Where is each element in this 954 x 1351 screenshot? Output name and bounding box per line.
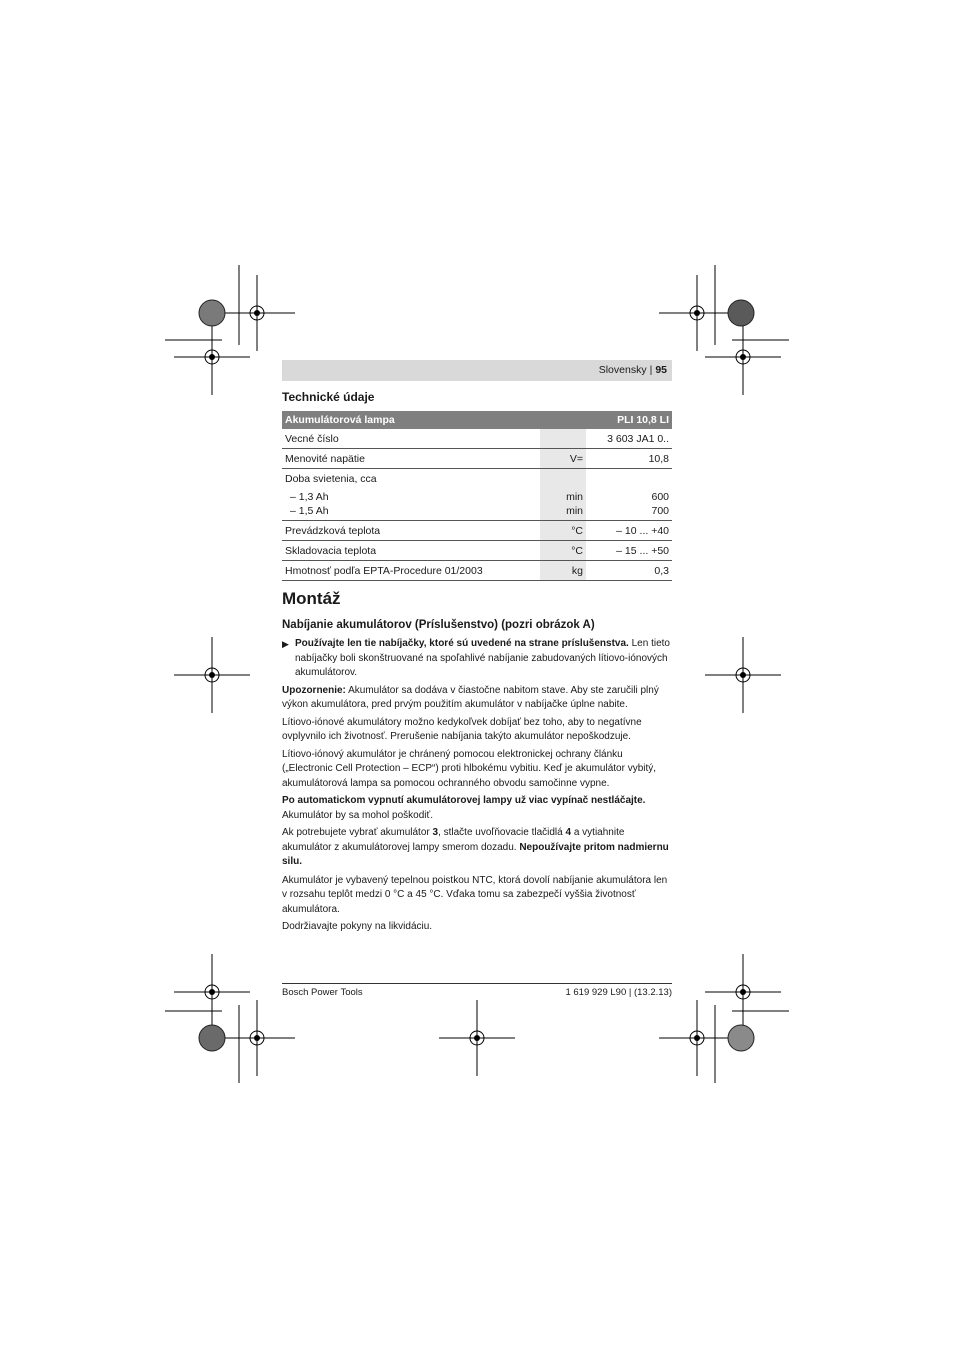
ntc-paragraph: Akumulátor je vybavený tepelnou poistkou NTC, ktorá dovolí nabíjanie akumulátora len v rozsahu teplôt medzi 0 °C a 45 °C. Vďaka tomu sa zabezpečí vyššia životnosť akumulátora. — [282, 874, 668, 915]
registration-target-icon — [705, 319, 781, 395]
remove-text-b: , stlačte uvoľňovacie tlačidlá — [438, 827, 566, 838]
spec-value: – 15 ... +50 — [586, 541, 672, 561]
section-subtitle: Nabíjanie akumulátorov (Príslušenstvo) (pozri obrázok A) — [282, 619, 595, 631]
spec-label: Prevádzková teplota — [282, 521, 540, 541]
spec-label: Hmotnosť podľa EPTA-Procedure 01/2003 — [282, 561, 540, 581]
disposal-paragraph: Dodržiavajte pokyny na likvidáciu. — [282, 921, 433, 932]
spec-sublabel: – 1,5 Ah — [290, 505, 329, 517]
page-footer — [282, 983, 672, 998]
remove-text-c: a vytiahnite akumulátor z akumulátorovej lampy smerom dozadu. — [282, 827, 625, 853]
spec-unit: °C — [540, 521, 586, 541]
remove-bold: Nepoužívajte pritom nadmiernu silu. — [282, 841, 669, 867]
note-bold: Upozornenie: — [282, 684, 346, 696]
table-row — [282, 429, 672, 449]
registration-target-icon — [439, 1000, 515, 1076]
registration-target-icon — [174, 637, 250, 713]
remove-paragraph — [282, 826, 672, 870]
table-row — [282, 521, 672, 541]
header-separator: | — [649, 364, 653, 376]
registration-target-icon — [659, 1000, 735, 1076]
running-header — [282, 360, 672, 381]
spec-table — [282, 411, 672, 581]
spec-unit: V= — [540, 449, 586, 469]
table-row — [282, 469, 672, 521]
spec-unit — [540, 469, 586, 521]
density-dot-top-left — [199, 300, 225, 326]
spec-subunit: min — [566, 491, 584, 503]
density-dot-bottom-right — [728, 1025, 754, 1051]
registration-target-icon — [219, 1000, 295, 1076]
spec-value: – 10 ... +40 — [586, 521, 672, 541]
spec-subunit: min — [566, 505, 584, 517]
bullet-bold: Používajte len tie nabíjačky, ktoré sú uvedené na strane príslušenstva. — [295, 638, 629, 649]
spec-value: 0,3 — [586, 561, 672, 581]
spec-sublabel: – 1,3 Ah — [290, 491, 329, 503]
ecp-paragraph: Lítiovo-iónový akumulátor je chránený pomocou elektronickej ochrany článku („Electronic Cell Protection – ECP“) proti hlbokému vybitiu. Keď je akumulátor vybitý, akumulátorová lampa sa pomocou ochranného obvodu samočinne vypne. — [282, 748, 657, 789]
spec-subvalue: 600 — [651, 491, 670, 503]
section-title: Montáž — [282, 589, 341, 608]
registration-target-icon — [705, 637, 781, 713]
spec-subvalue: 700 — [651, 505, 670, 517]
page-content — [282, 360, 672, 938]
note-paragraph — [282, 684, 672, 713]
spec-label: Vecné číslo — [282, 429, 540, 449]
spec-value — [586, 469, 672, 521]
spec-label-main: Doba svietenia, cca — [285, 473, 377, 485]
spec-unit — [540, 429, 586, 449]
spec-value: 10,8 — [586, 449, 672, 469]
table-row — [282, 449, 672, 469]
warning-bold: Po automatickom vypnutí akumulátorovej lampy už viac vypínač nestláčajte. — [282, 795, 646, 806]
footer-right: 1 619 929 L90 | (13.2.13) — [565, 987, 672, 998]
spec-label: Skladovacia teplota — [282, 541, 540, 561]
footer-left: Bosch Power Tools — [282, 987, 363, 998]
note-text: Akumulátor sa dodáva v čiastočne nabitom stave. Aby ste zaručili plný výkon akumulátora, pred prvým použitím akumulátor v nabíjačke úplne nabite. — [282, 684, 659, 710]
density-dot-bottom-left — [199, 1025, 225, 1051]
registration-target-icon — [705, 954, 781, 1030]
table-row — [282, 561, 672, 581]
spec-table-header — [282, 411, 672, 429]
bullet-text: Len tieto nabíjačky boli skonštruované na spoľahlivé nabíjanie zabudovaných lítiovo-iónových akumulátorov. — [295, 638, 670, 678]
registration-target-icon — [659, 275, 735, 351]
warning-paragraph — [282, 794, 672, 823]
page-number: 95 — [655, 364, 667, 376]
part-number-3: 3 — [432, 827, 439, 838]
liion-paragraph: Lítiovo-iónové akumulátory možno kedykoľvek dobíjať bez toho, aby to negatívne ovplyvnilo ich životnosť. Prerušenie nabíjania takýto akumulátor nepoškodzuje. — [282, 716, 642, 742]
tech-data-heading: Technické údaje — [282, 390, 375, 404]
spec-unit: kg — [540, 561, 586, 581]
registration-target-icon — [219, 275, 295, 351]
part-number-4: 4 — [565, 827, 572, 838]
spec-header-label: Akumulátorová lampa — [282, 411, 586, 429]
spec-header-model: PLI 10,8 LI — [586, 411, 672, 429]
bullet-charger — [282, 637, 672, 681]
remove-text-a: Ak potrebujete vybrať akumulátor — [282, 827, 433, 838]
density-dot-top-right — [728, 300, 754, 326]
table-row — [282, 541, 672, 561]
spec-label — [282, 469, 540, 521]
warning-text: Akumulátor by sa mohol poškodiť. — [282, 809, 434, 821]
bullet-arrow-icon: ▶ — [282, 639, 289, 649]
header-language: Slovensky — [598, 364, 647, 376]
spec-unit: °C — [540, 541, 586, 561]
spec-label: Menovité napätie — [282, 449, 540, 469]
spec-value: 3 603 JA1 0.. — [586, 429, 672, 449]
